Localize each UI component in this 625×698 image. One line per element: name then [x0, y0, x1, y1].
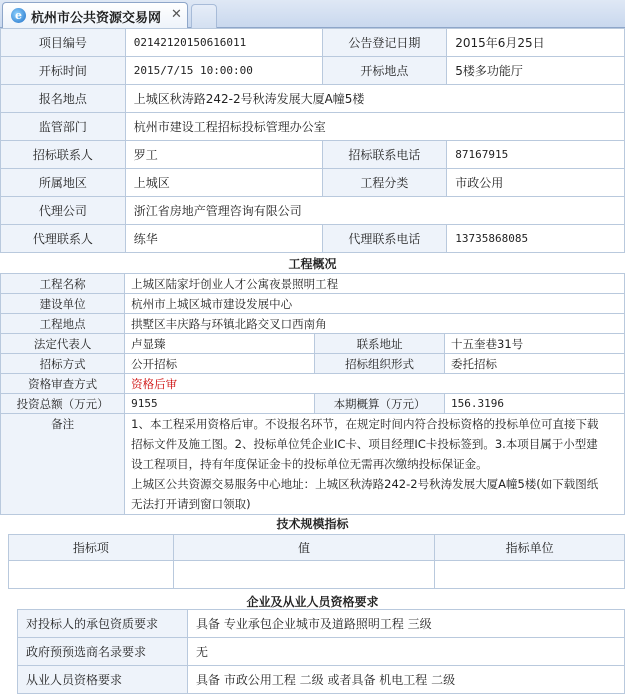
bidder-qualification-value: 具备 专业承包企业城市及道路照明工程 三级: [188, 610, 625, 638]
tender-method-value: 公开招标: [125, 354, 315, 374]
contact-address-value: 十五奎巷31号: [445, 334, 625, 354]
tender-org-value: 委托招标: [445, 354, 625, 374]
tender-contact-label: 招标联系人: [1, 141, 126, 169]
project-name-value: 上城区陆家圩创业人才公寓夜景照明工程: [125, 274, 625, 294]
project-number-value: 02142120150616011: [125, 29, 322, 57]
staff-qualification-label: 从业人员资格要求: [18, 666, 188, 694]
table-row: [1, 169, 625, 197]
district-value: 上城区: [125, 169, 322, 197]
table-row: [1, 274, 625, 294]
preselect-list-label: 政府预预选商名录要求: [18, 638, 188, 666]
total-investment-value: 9155: [125, 394, 315, 414]
table-row: [1, 354, 625, 374]
table-row: [1, 85, 625, 113]
announce-date-label: 公告登记日期: [322, 29, 447, 57]
contact-address-label: 联系地址: [315, 334, 445, 354]
announce-date-value: 2015年6月25日: [447, 29, 625, 57]
indicator-item-header: 指标项: [9, 535, 174, 561]
bid-open-place-value: 5楼多功能厅: [447, 57, 625, 85]
note-line: 1、本工程采用资格后审。不设报名环节，在规定时间内符合投标资格的投标单位可直接下载: [131, 417, 599, 431]
project-category-label: 工程分类: [322, 169, 447, 197]
supervisor-value: 杭州市建设工程招标投标管理办公室: [125, 113, 624, 141]
agent-contact-label: 代理联系人: [1, 225, 126, 253]
indicator-value-cell: [173, 561, 435, 589]
browser-tab-strip: [0, 0, 625, 28]
staff-qualification-value: 具备 市政公用工程 二级 或者具备 机电工程 二级: [188, 666, 625, 694]
table-row: [1, 197, 625, 225]
table-row: [1, 294, 625, 314]
bid-open-time-value: 2015/7/15 10:00:00: [125, 57, 322, 85]
indicator-unit-header: 指标单位: [435, 535, 625, 561]
indicator-unit-cell: [435, 561, 625, 589]
close-icon[interactable]: ✕: [171, 7, 182, 22]
project-site-value: 拱墅区丰庆路与环镇北路交叉口西南角: [125, 314, 625, 334]
supervisor-label: 监管部门: [1, 113, 126, 141]
project-overview-table: [0, 273, 625, 515]
district-label: 所属地区: [1, 169, 126, 197]
budget-value: 156.3196: [445, 394, 625, 414]
legal-rep-value: 卢显臻: [125, 334, 315, 354]
project-name-label: 工程名称: [1, 274, 125, 294]
table-row: [1, 394, 625, 414]
tender-org-label: 招标组织形式: [315, 354, 445, 374]
bid-open-time-label: 开标时间: [1, 57, 126, 85]
total-investment-label: 投资总额（万元）: [1, 394, 125, 414]
agent-phone-label: 代理联系电话: [322, 225, 447, 253]
indicator-value-header: 值: [173, 535, 435, 561]
registration-place-label: 报名地点: [1, 85, 126, 113]
qualification-title: 企业及从业人员资格要求: [246, 595, 379, 609]
table-header-row: [9, 535, 625, 561]
agent-company-label: 代理公司: [1, 197, 126, 225]
legal-rep-label: 法定代表人: [1, 334, 125, 354]
note-line: 上城区公共资源交易服务中心地址：上城区秋涛路242-2号秋涛发展大厦A幢5楼(如下载图纸: [131, 477, 599, 491]
table-row: [1, 141, 625, 169]
table-row: [18, 666, 625, 694]
table-row: [1, 57, 625, 85]
table-row: [1, 314, 625, 334]
table-row: [1, 414, 625, 515]
qualification-review-label: 资格审查方式: [1, 374, 125, 394]
qualification-table: [17, 609, 625, 694]
registration-place-value: 上城区秋涛路242-2号秋涛发展大厦A幢5楼: [125, 85, 624, 113]
announcement-info-table: [0, 28, 625, 253]
tender-phone-label: 招标联系电话: [322, 141, 447, 169]
table-row: [1, 334, 625, 354]
project-category-value: 市政公用: [447, 169, 625, 197]
agent-contact-value: 练华: [125, 225, 322, 253]
table-row: [9, 561, 625, 589]
table-row: [1, 29, 625, 57]
note-line: 招标文件及施工图。2、投标单位凭企业IC卡、项目经理IC卡投标签到。3.本项目属于小型建: [131, 437, 598, 451]
ie-icon: e: [11, 8, 26, 23]
table-row: [18, 638, 625, 666]
note-value: [125, 414, 625, 515]
tab-title: 杭州市公共资源交易网: [31, 11, 162, 26]
new-tab-button[interactable]: [191, 4, 217, 28]
budget-label: 本期概算（万元）: [315, 394, 445, 414]
indicator-item-cell: [9, 561, 174, 589]
browser-tab[interactable]: [2, 2, 188, 28]
note-label: 备注: [1, 414, 125, 515]
bidder-qualification-label: 对投标人的承包资质要求: [18, 610, 188, 638]
tech-indicators-table: [8, 534, 625, 589]
builder-value: 杭州市上城区城市建设发展中心: [125, 294, 625, 314]
qualification-review-value: 资格后审: [125, 374, 625, 394]
project-overview-title: 工程概况: [288, 257, 337, 271]
preselect-list-value: 无: [188, 638, 625, 666]
tender-contact-value: 罗工: [125, 141, 322, 169]
bid-open-place-label: 开标地点: [322, 57, 447, 85]
table-row: [1, 374, 625, 394]
tech-indicators-title: 技术规模指标: [276, 517, 349, 531]
agent-company-value: 浙江省房地产管理咨询有限公司: [125, 197, 624, 225]
table-row: [1, 225, 625, 253]
table-row: [18, 610, 625, 638]
tender-phone-value: 87167915: [447, 141, 625, 169]
project-number-label: 项目编号: [1, 29, 126, 57]
tender-method-label: 招标方式: [1, 354, 125, 374]
note-line: 设工程项目，持有年度保证金卡的投标单位无需再次缴纳投标保证金。: [131, 457, 488, 471]
table-row: [1, 113, 625, 141]
agent-phone-value: 13735868085: [447, 225, 625, 253]
builder-label: 建设单位: [1, 294, 125, 314]
note-line: 无法打开请到窗口领取): [131, 497, 251, 511]
project-site-label: 工程地点: [1, 314, 125, 334]
